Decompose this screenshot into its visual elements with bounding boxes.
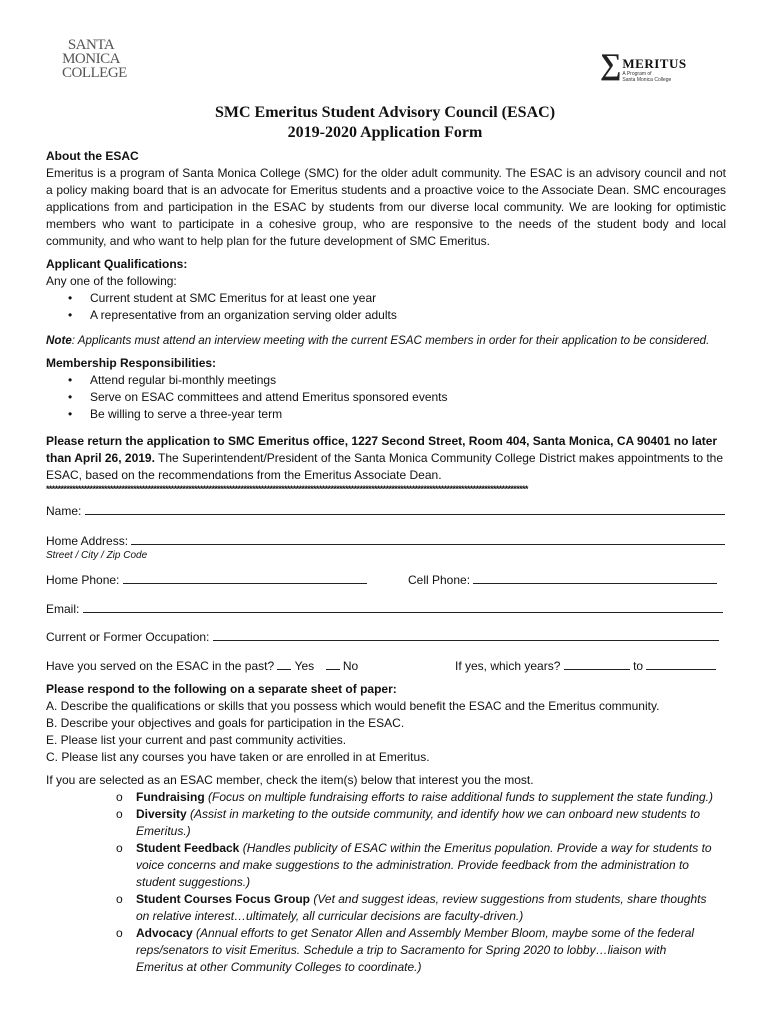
- page-subtitle: 2019-2020 Application Form: [287, 124, 483, 141]
- no-checkbox[interactable]: [326, 658, 340, 670]
- note-text: : Applicants must attend an interview meeting with the current ESAC members in order for their application to be considered.: [71, 334, 710, 347]
- home-address-field[interactable]: [46, 533, 725, 548]
- checkbox-circle-icon[interactable]: o: [116, 790, 123, 804]
- option-title: Advocacy: [136, 926, 193, 940]
- respond-item: B. Describe your objectives and goals for participation in the ESAC.: [46, 716, 405, 730]
- about-section: [46, 148, 726, 250]
- return-bold: Please return the application to SMC Emeritus office, 1227 Second Street, Room 404, Santa Monica, CA 90401 no later than April 26, 2019.: [46, 434, 718, 465]
- qualifications-section: [46, 256, 726, 324]
- year-from-line[interactable]: [564, 658, 630, 670]
- interest-option-diversity[interactable]: [46, 806, 716, 840]
- responsibility-item: • Serve on ESAC committees and attend Emeritus sponsored events: [46, 389, 726, 406]
- yes-checkbox[interactable]: [277, 658, 291, 670]
- respond-heading: Please respond to the following on a separate sheet of paper:: [46, 682, 397, 696]
- home-phone-line[interactable]: [123, 572, 367, 584]
- name-line[interactable]: [85, 503, 725, 515]
- served-question: Have you served on the ESAC in the past?: [46, 659, 275, 673]
- smc-logo-line2: MONICA: [62, 51, 120, 67]
- name-label: Name:: [46, 504, 82, 518]
- interest-intro: If you are selected as an ESAC member, check the item(s) below that interest you the most.: [46, 773, 534, 787]
- which-years-label: If yes, which years?: [455, 659, 561, 673]
- respond-section: [46, 681, 726, 766]
- cell-phone-field[interactable]: [408, 572, 717, 587]
- checkbox-circle-icon[interactable]: o: [116, 926, 123, 940]
- email-field[interactable]: [46, 601, 723, 616]
- return-rest: The Superintendent/President of the Santa Monica Community College District makes appointments to the ESAC, based on the recommendations from the Emeritus Associate Dean.: [46, 451, 724, 482]
- served-field: [46, 658, 358, 673]
- cell-phone-line[interactable]: [473, 572, 717, 584]
- home-address-label: Home Address:: [46, 534, 129, 548]
- option-desc: (Assist in marketing to the outside community, and identify how we can onboard new students to Emeritus.): [136, 807, 701, 838]
- qualifications-heading: Applicant Qualifications:: [46, 257, 188, 271]
- home-phone-label: Home Phone:: [46, 573, 120, 587]
- emeritus-name: MERITUS: [622, 56, 687, 71]
- no-label: No: [342, 659, 359, 673]
- home-phone-field[interactable]: [46, 572, 367, 587]
- smc-logo-line1: SANTA: [67, 37, 115, 53]
- option-title: Fundraising: [136, 790, 205, 804]
- smc-logo-line3: COLLEGE: [62, 65, 127, 81]
- occupation-field[interactable]: [46, 629, 719, 644]
- option-desc: (Handles publicity of ESAC within the Emeritus population. Provide a way for students to voice concerns and make suggestions to the administration. Provide feedback from the administration to student suggestions.): [136, 841, 712, 889]
- page-title: SMC Emeritus Student Advisory Council (ESAC): [214, 104, 556, 121]
- occupation-label: Current or Former Occupation:: [46, 630, 210, 644]
- qualifications-intro: Any one of the following:: [46, 274, 177, 288]
- interest-section: [46, 772, 726, 976]
- interest-option-student-feedback[interactable]: [46, 840, 716, 891]
- option-desc: (Annual efforts to get Senator Allen and Assembly Member Bloom, maybe some of the federal reps/senators to visit Emeritus. Schedule a trip to Sacramento for Spring 2020 to lobby…liaison with Emeritus at other Community Colleges to coordinate.): [136, 926, 695, 974]
- cell-phone-label: Cell Phone:: [408, 573, 471, 587]
- email-line[interactable]: [83, 601, 723, 613]
- respond-item: E. Please list your current and past community activities.: [46, 733, 347, 747]
- interest-option-courses-focus-group[interactable]: [46, 891, 716, 925]
- responsibility-item: • Be willing to serve a three-year term: [46, 406, 726, 423]
- respond-item: A. Describe the qualifications or skills that you possess which would benefit the ESAC and the Emeritus community.: [46, 699, 660, 713]
- responsibility-item: • Attend regular bi-monthly meetings: [46, 372, 726, 389]
- return-instructions: [46, 433, 726, 484]
- year-to-line[interactable]: [646, 658, 716, 670]
- emeritus-logo: [600, 48, 687, 83]
- occupation-line[interactable]: [213, 629, 719, 641]
- home-address-line[interactable]: [131, 533, 725, 545]
- option-title: Diversity: [136, 807, 187, 821]
- emeritus-e-mark-icon: ∑: [600, 48, 622, 81]
- yes-label: Yes: [294, 659, 315, 673]
- to-label: to: [633, 659, 644, 673]
- option-title: Student Feedback: [136, 841, 240, 855]
- responsibilities-heading: Membership Responsibilities:: [46, 356, 217, 370]
- interest-option-fundraising[interactable]: [46, 789, 716, 806]
- qualification-item: • A representative from an organization serving older adults: [46, 307, 726, 324]
- option-title: Student Courses Focus Group: [136, 892, 311, 906]
- separator: **********************************************************************************************************************************************************************: [46, 484, 528, 494]
- option-desc: (Focus on multiple fundraising efforts to raise additional funds to supplement the state funding.): [204, 790, 713, 804]
- note: [46, 332, 726, 349]
- name-field[interactable]: [46, 503, 725, 518]
- about-heading: About the ESAC: [46, 149, 139, 163]
- address-hint: Street / City / Zip Code: [46, 550, 148, 561]
- emeritus-sub2: Santa Monica College: [622, 77, 672, 83]
- checkbox-circle-icon[interactable]: o: [116, 807, 123, 821]
- note-label: Note: [46, 334, 72, 347]
- about-body: Emeritus is a program of Santa Monica College (SMC) for the older adult community. The ESAC is an advisory council and not a policy making board that is an advocate for Emeritus students and a proactive voice to the Associate Dean. SMC encourages applications from and participation in the ESAC by students from our diverse local community. We are looking for optimistic members who want to participate in a cohesive group, who are responsive to the needs of the student body and local community, and who want to help plan for the future development of SMC Emeritus.: [46, 166, 726, 248]
- interest-option-advocacy[interactable]: [46, 925, 716, 976]
- checkbox-circle-icon[interactable]: o: [116, 841, 123, 855]
- emeritus-sub1: A Program of: [622, 71, 652, 77]
- years-field: [455, 658, 716, 673]
- responsibilities-section: [46, 355, 726, 423]
- qualification-item: • Current student at SMC Emeritus for at least one year: [46, 290, 726, 307]
- respond-item: C. Please list any courses you have taken or are enrolled in at Emeritus.: [46, 750, 430, 764]
- email-label: Email:: [46, 602, 80, 616]
- option-desc: (Vet and suggest ideas, review suggestions from students, share thoughts on relative interest…ultimately, all curricular decisions are faculty-driven.): [136, 892, 707, 923]
- checkbox-circle-icon[interactable]: o: [116, 892, 123, 906]
- smc-logo: [62, 37, 127, 81]
